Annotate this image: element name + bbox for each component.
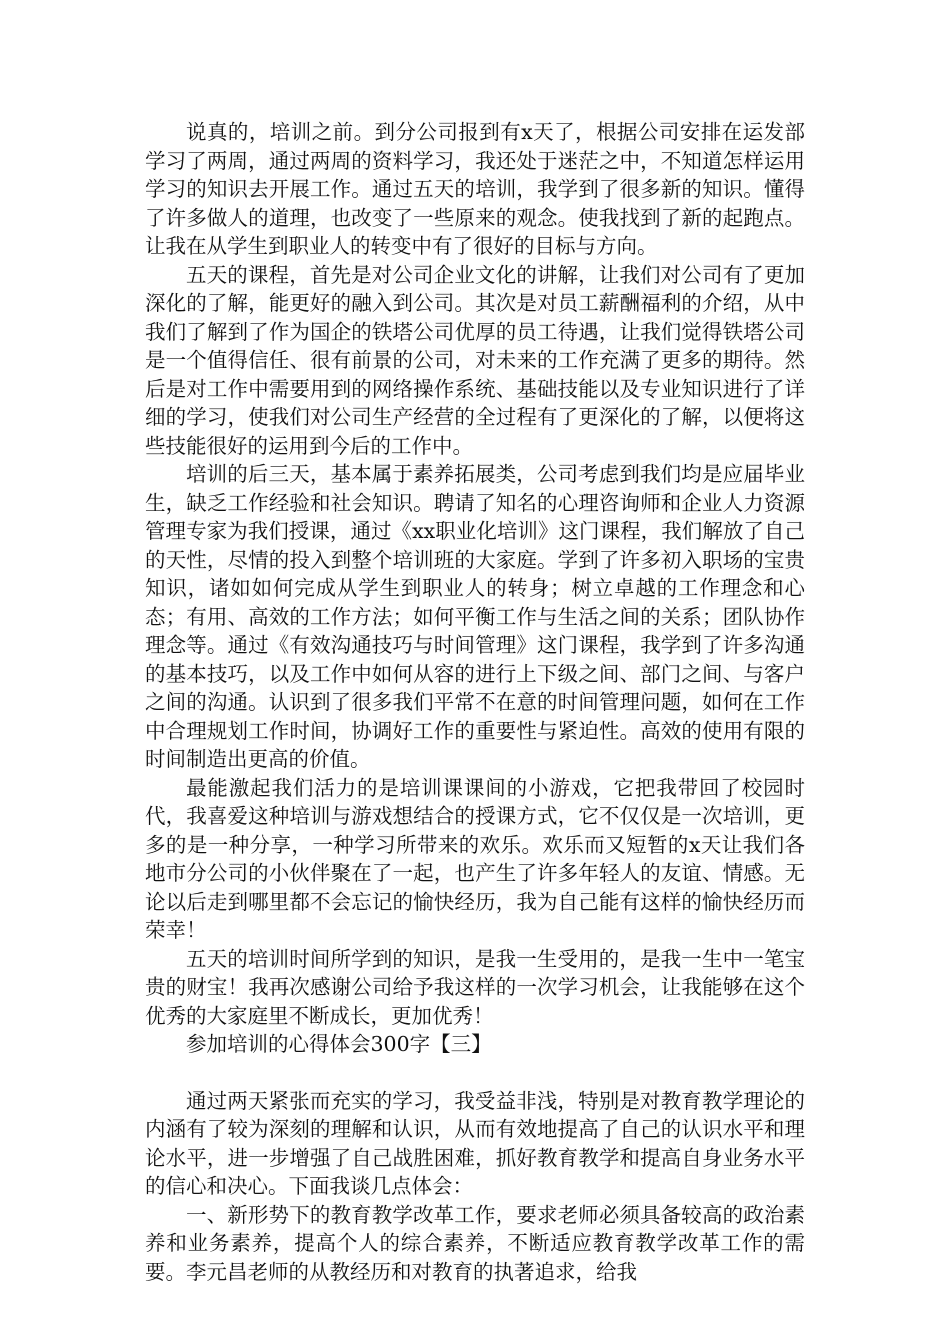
paragraph-training-intro: 说真的，培训之前。到分公司报到有x天了，根据公司安排在运发部学习了两周，通过两周的资料学习，我还处于迷茫之中，不知道怎样运用学习的知识去开展工作。通过五天的培训，我学到了很多新的知识。懂得了许多做人的道理，也改变了一些原来的观念。使我找到了新的起跑点。让我在从学生到职业人的转变中有了很好的目标与方向。 xyxy=(145,120,805,258)
paragraph-soft-skills: 培训的后三天，基本属于素养拓展类，公司考虑到我们均是应届毕业生，缺乏工作经验和社会知识。聘请了知名的心理咨询师和企业人力资源管理专家为我们授课，通过《xx职业化培训》这门课程，我们解放了自己的天性，尽情的投入到整个培训班的大家庭。学到了许多初入职场的宝贵知识，诸如如何完成从学生到职业人的转身；树立卓越的工作理念和心态；有用、高效的工作方法；如何平衡工作与生活之间的关系；团队协作理念等。通过《有效沟通技巧与时间管理》这门课程，我学到了许多沟通的基本技巧，以及工作中如何从容的进行上下级之间、部门之间、与客户之间的沟通。认识到了很多我们平常不在意的时间管理问题，如何在工作中合理规划工作时间，协调好工作的重要性与紧迫性。高效的使用有限的时间制造出更高的价值。 xyxy=(145,462,805,771)
paragraph-section3-point1: 一、新形势下的教育教学改革工作，要求老师必须具备较高的政治素养和业务素养，提高个人的综合素养，不断适应教育教学改革工作的需要。李元昌老师的从教经历和对教育的执著追求，给我 xyxy=(145,1202,805,1284)
section-heading: 参加培训的心得体会300字【三】 xyxy=(186,1032,492,1056)
paragraph-conclusion: 五天的培训时间所学到的知识，是我一生受用的，是我一生中一笔宝贵的财宝！我再次感谢公司给予我这样的一次学习机会，让我能够在这个优秀的大家庭里不断成长，更加优秀！ xyxy=(145,946,805,1028)
paragraph-section3-intro: 通过两天紧张而充实的学习，我受益非浅，特别是对教育教学理论的内涵有了较为深刻的理解和认识，从而有效地提高了自己的认识水平和理论水平，进一步增强了自己战胜困难，抓好教育教学和提高自身业务水平的信心和决心。下面我谈几点体会： xyxy=(145,1088,805,1198)
paragraph-games: 最能激起我们活力的是培训课课间的小游戏，它把我带回了校园时代，我喜爱这种培训与游戏想结合的授课方式，它不仅仅是一次培训，更多的是一种分享，一种学习所带来的欢乐。欢乐而又短暂的x天让我们各地市分公司的小伙伴聚在了一起，也产生了许多年轻人的友谊、情感。无论以后走到哪里都不会忘记的愉快经历，我为自己能有这样的愉快经历而荣幸！ xyxy=(145,775,805,942)
section-spacer xyxy=(145,1059,805,1087)
document-page xyxy=(145,118,805,1286)
paragraph-course-content: 五天的课程，首先是对公司企业文化的讲解，让我们对公司有了更加深化的了解，能更好的融入到公司。其次是对员工薪酬福利的介绍，从中我们了解到了作为国企的铁塔公司优厚的员工待遇，让我们觉得铁塔公司是一个值得信任、很有前景的公司，对未来的工作充满了更多的期待。然后是对工作中需要用到的网络操作系统、基础技能以及专业知识进行了详细的学习，使我们对公司生产经营的全过程有了更深化的了解，以便将这些技能很好的运用到今后的工作中。 xyxy=(145,262,805,458)
